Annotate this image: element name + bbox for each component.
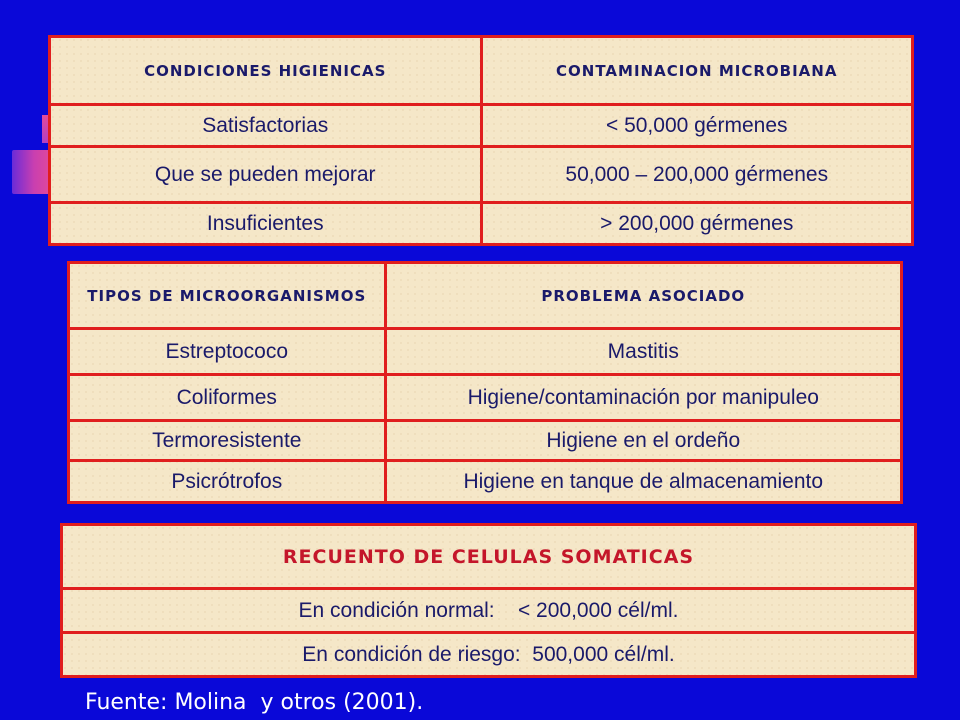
cell-microorganism: Coliformes — [69, 375, 386, 421]
hygiene-table — [48, 35, 914, 246]
cell-microorganism: Termoresistente — [69, 421, 386, 461]
table-header-row — [50, 37, 913, 105]
cell-normal-condition: En condición normal: < 200,000 cél/ml. — [62, 589, 916, 633]
table-row — [69, 421, 902, 461]
table-row — [69, 375, 902, 421]
cell-problem: Mastitis — [385, 329, 901, 375]
table-row — [69, 461, 902, 503]
cell-microorganism: Psicrótrofos — [69, 461, 386, 503]
cell-contamination: < 50,000 gérmenes — [481, 105, 913, 147]
cell-microorganism: Estreptococo — [69, 329, 386, 375]
cell-contamination: 50,000 – 200,000 gérmenes — [481, 147, 913, 203]
cell-condition: Insuficientes — [50, 203, 482, 245]
table-header-row — [62, 525, 916, 589]
cell-problem: Higiene/contaminación por manipuleo — [385, 375, 901, 421]
header-tipos: TIPOS DE MICROORGANISMOS — [69, 263, 386, 329]
table-row — [50, 203, 913, 245]
header-contaminacion: CONTAMINACION MICROBIANA — [481, 37, 913, 105]
cell-condition: Satisfactorias — [50, 105, 482, 147]
cell-contamination: > 200,000 gérmenes — [481, 203, 913, 245]
header-recuento: RECUENTO DE CELULAS SOMATICAS — [62, 525, 916, 589]
table-row — [62, 633, 916, 677]
cell-risk-condition: En condición de riesgo: 500,000 cél/ml. — [62, 633, 916, 677]
header-problema: PROBLEMA ASOCIADO — [385, 263, 901, 329]
cell-problem: Higiene en tanque de almacenamiento — [385, 461, 901, 503]
somatic-cells-table — [60, 523, 917, 678]
header-condiciones: CONDICIONES HIGIENICAS — [50, 37, 482, 105]
cell-condition: Que se pueden mejorar — [50, 147, 482, 203]
microorganisms-table — [67, 261, 903, 504]
table-row — [62, 589, 916, 633]
table-row — [69, 329, 902, 375]
source-citation: Fuente: Molina y otros (2001). — [85, 690, 424, 715]
cell-problem: Higiene en el ordeño — [385, 421, 901, 461]
table-header-row — [69, 263, 902, 329]
table-row — [50, 147, 913, 203]
decorative-bar — [12, 150, 52, 194]
table-row — [50, 105, 913, 147]
